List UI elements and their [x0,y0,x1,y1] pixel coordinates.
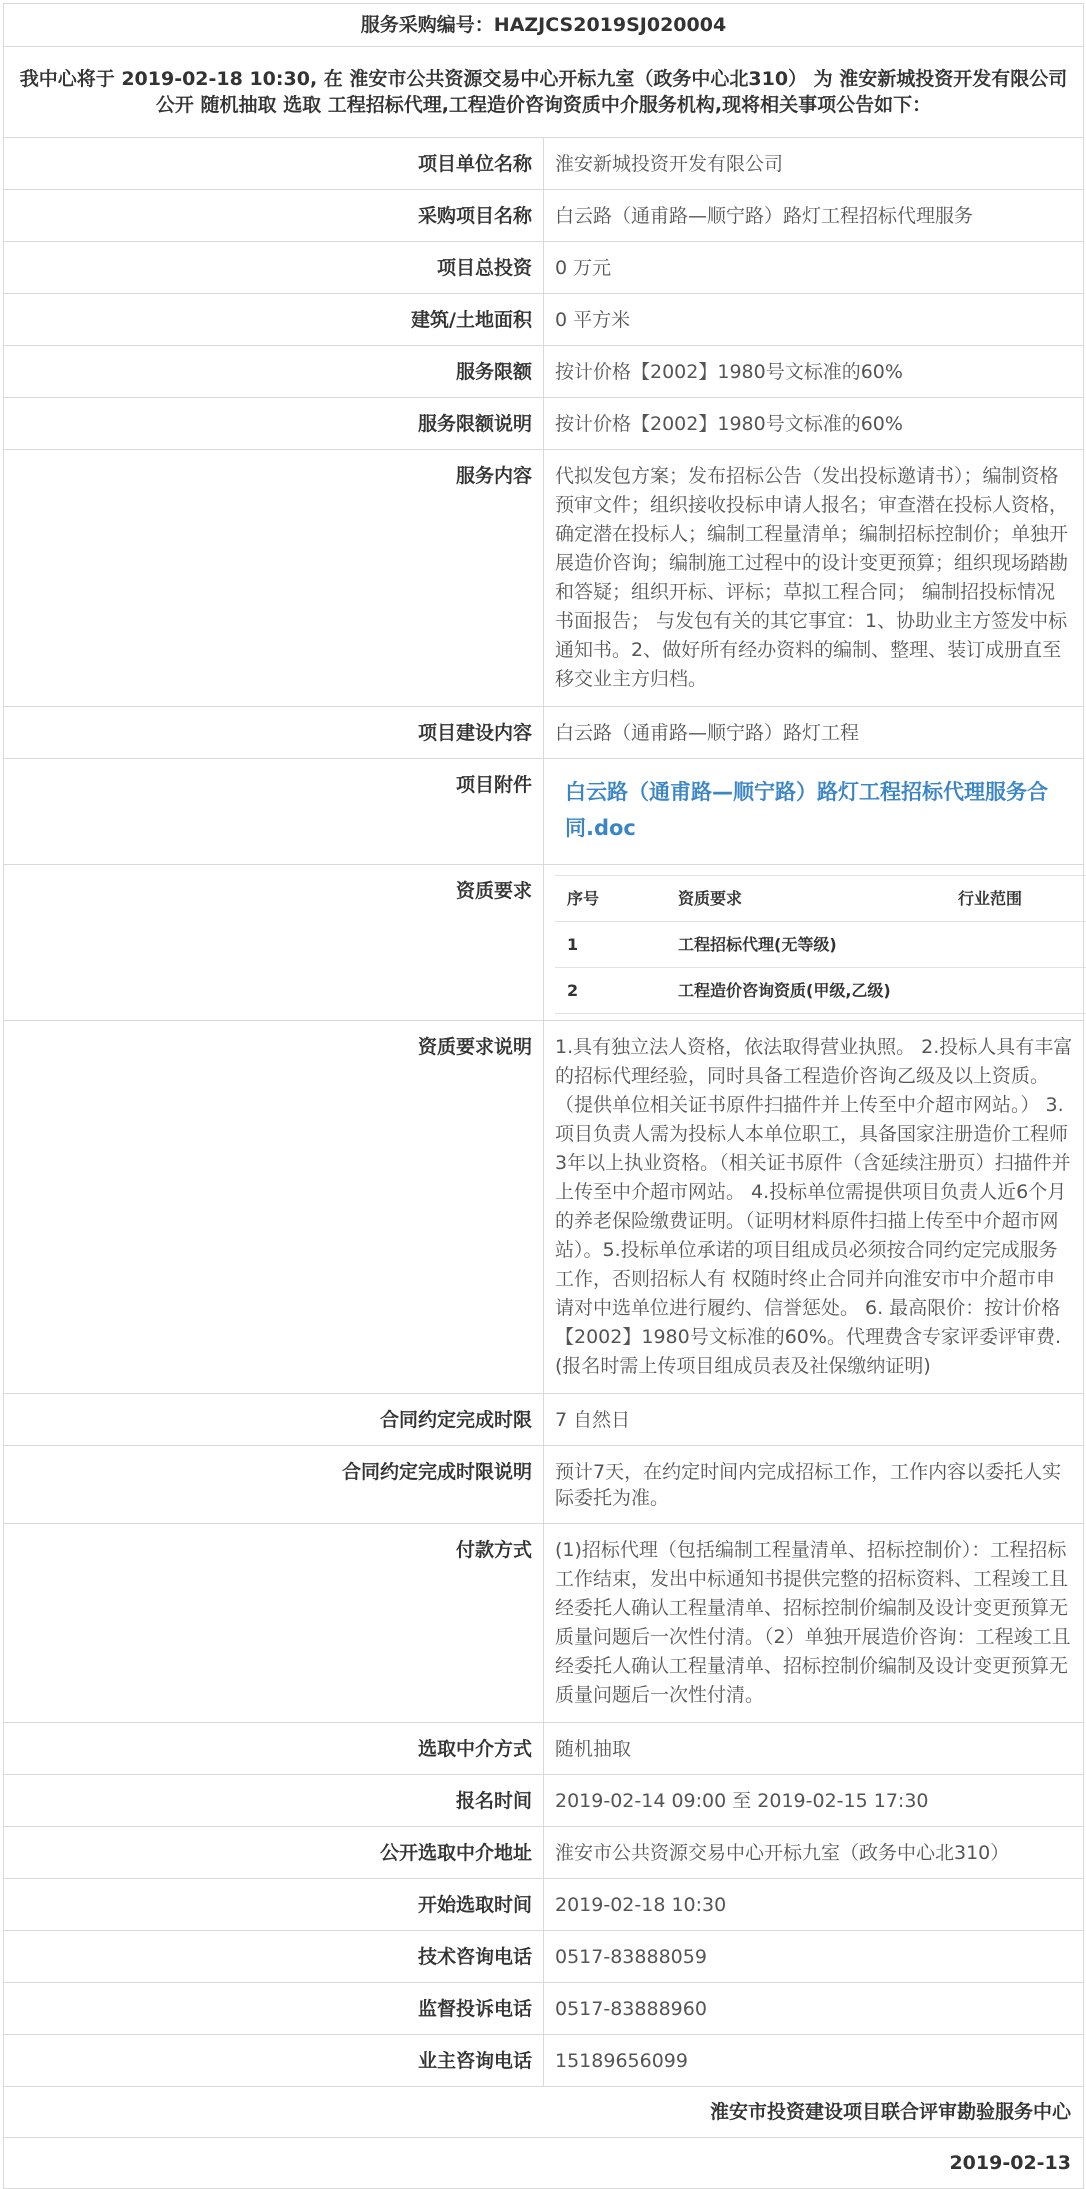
field-label: 业主咨询电话 [4,2035,544,2087]
field-label: 选取中介方式 [4,1723,544,1775]
field-value: 2019-02-14 09:00 至 2019-02-15 17:30 [544,1775,1084,1827]
field-value: 0 平方米 [544,294,1084,346]
field-value: 0 万元 [544,242,1084,294]
field-value: (1)招标代理（包括编制工程量清单、招标控制价）：工程招标工作结束，发出中标通知书提供完整的招标资料、工程竣工且经委托人确认工程量清单、招标控制价编制及设计变更预算无质量问题后一次性付清。（2）单独开展造价咨询：工程竣工且经委托人确认工程量清单、招标控制价编制及设计变更预算无质量问题后一次性付清。 [544,1524,1084,1723]
field-value: 15189656099 [544,2035,1084,2087]
attachment-row [4,759,1084,865]
table-row [555,968,1086,1014]
info-row [4,346,1084,398]
field-label: 服务限额说明 [4,398,544,450]
field-value: 2019-02-18 10:30 [544,1879,1084,1931]
column-header: 资质要求 [666,876,946,922]
field-label: 服务内容 [4,450,544,707]
info-row [4,242,1084,294]
info-row [4,1775,1084,1827]
field-value: 0517-83888059 [544,1931,1084,1983]
qualification-header [555,876,1086,922]
field-label: 建筑/土地面积 [4,294,544,346]
field-value: 1.具有独立法人资格，依法取得营业执照。 2.投标人具有丰富的招标代理经验，同时具备工程造价咨询乙级及以上资质。（提供单位相关证书原件扫描件并上传至中介超市网站。） 3.项目负责人需为投标人本单位职工，具备国家注册造价工程师3年以上执业资格。（相关证书原件（含延续注册页）扫描件并上传至中介超市网站。 4.投标单位需提供项目负责人近6个月的养老保险缴费证明。（证明材料原件扫描上传至中介超市网站）。5.投标单位承诺的项目组成员必须按合同约定完成服务工作，否则招标人有 权随时终止合同并向淮安市中介超市申请对中选单位进行履约、信誉惩处。 6. 最高限价：按计价格【2002】1980号文标准的60%。代理费含专家评委评审费.(报名时需上传项目组成员表及社保缴纳证明) [544,1021,1084,1394]
field-value: 0517-83888960 [544,1983,1084,2035]
info-row [4,294,1084,346]
info-row [4,1394,1084,1446]
info-row [4,1723,1084,1775]
info-row [4,138,1084,190]
field-value: 淮安新城投资开发有限公司 [544,138,1084,190]
field-value: 白云路（通甫路—顺宁路）路灯工程招标代理服务 [544,190,1084,242]
notice-table [3,3,1084,2189]
field-value: 淮安市公共资源交易中心开标九室（政务中心北310） [544,1827,1084,1879]
field-label: 资质要求说明 [4,1021,544,1394]
attachment-link[interactable]: 白云路（通甫路—顺宁路）路灯工程招标代理服务合同.doc [565,780,1048,840]
field-label: 开始选取时间 [4,1879,544,1931]
info-row [4,1446,1084,1524]
qualification-row [4,865,1084,1021]
qualification-cell [544,865,1084,1021]
field-value: 按计价格【2002】1980号文标准的60% [544,398,1084,450]
table-cell: 工程招标代理(无等级) [666,922,946,968]
info-row [4,2035,1084,2087]
attachment-cell [544,759,1084,865]
table-cell: 2 [555,968,666,1014]
info-row [4,450,1084,707]
table-cell: 1 [555,922,666,968]
info-row [4,707,1084,759]
field-label: 资质要求 [4,865,544,1021]
column-header: 行业范围 [946,876,1086,922]
info-row [4,1021,1084,1394]
info-row [4,1524,1084,1723]
field-label: 监督投诉电话 [4,1983,544,2035]
field-label: 项目附件 [4,759,544,865]
table-cell: 工程造价咨询资质(甲级,乙级) [666,968,946,1014]
info-row [4,1931,1084,1983]
field-value: 随机抽取 [544,1723,1084,1775]
field-label: 项目建设内容 [4,707,544,759]
field-label: 付款方式 [4,1524,544,1723]
field-label: 采购项目名称 [4,190,544,242]
field-label: 合同约定完成时限说明 [4,1446,544,1524]
field-label: 合同约定完成时限 [4,1394,544,1446]
issue-date: 2019-02-13 [4,2138,1084,2189]
qualification-table [555,875,1086,1014]
field-label: 项目总投资 [4,242,544,294]
info-row [4,190,1084,242]
field-label: 服务限额 [4,346,544,398]
field-value: 代拟发包方案；发布招标公告（发出投标邀请书）；编制资格预审文件；组织接收投标申请人报名；审查潜在投标人资格，确定潜在投标人；编制工程量清单；编制招标控制价；单独开展造价咨询；编制施工过程中的设计变更预算；组织现场踏勘和答疑；组织开标、评标；草拟工程合同； 编制招投标情况书面报告； 与发包有关的其它事宜：1、协助业主方签发中标通知书。2、做好所有经办资料的编制、整理、装订成册直至移交业主方归档。 [544,450,1084,707]
field-label: 项目单位名称 [4,138,544,190]
field-value: 预计7天，在约定时间内完成招标工作，工作内容以委托人实际委托为准。 [544,1446,1084,1524]
field-label: 技术咨询电话 [4,1931,544,1983]
announcement-intro: 我中心将于 2019-02-18 10:30, 在 淮安市公共资源交易中心开标九室（政务中心北310） 为 淮安新城投资开发有限公司 公开 随机抽取 选取 工程招标代理,工程造价咨询资质中介服务机构,现将相关事项公告如下： [4,47,1084,138]
field-label: 公开选取中介地址 [4,1827,544,1879]
column-header: 序号 [555,876,666,922]
title-row [4,4,1084,47]
table-cell [946,968,1086,1014]
field-label: 报名时间 [4,1775,544,1827]
info-row [4,1983,1084,2035]
info-row [4,398,1084,450]
info-row [4,1879,1084,1931]
issuing-organization: 淮安市投资建设项目联合评审勘验服务中心 [4,2087,1084,2138]
signature-row [4,2087,1084,2138]
procurement-number-title: 服务采购编号：HAZJCS2019SJ020004 [4,4,1084,47]
date-row [4,2138,1084,2189]
field-value: 按计价格【2002】1980号文标准的60% [544,346,1084,398]
table-row [555,922,1086,968]
field-value: 7 自然日 [544,1394,1084,1446]
field-value: 白云路（通甫路—顺宁路）路灯工程 [544,707,1084,759]
table-cell [946,922,1086,968]
intro-row [4,47,1084,138]
info-row [4,1827,1084,1879]
